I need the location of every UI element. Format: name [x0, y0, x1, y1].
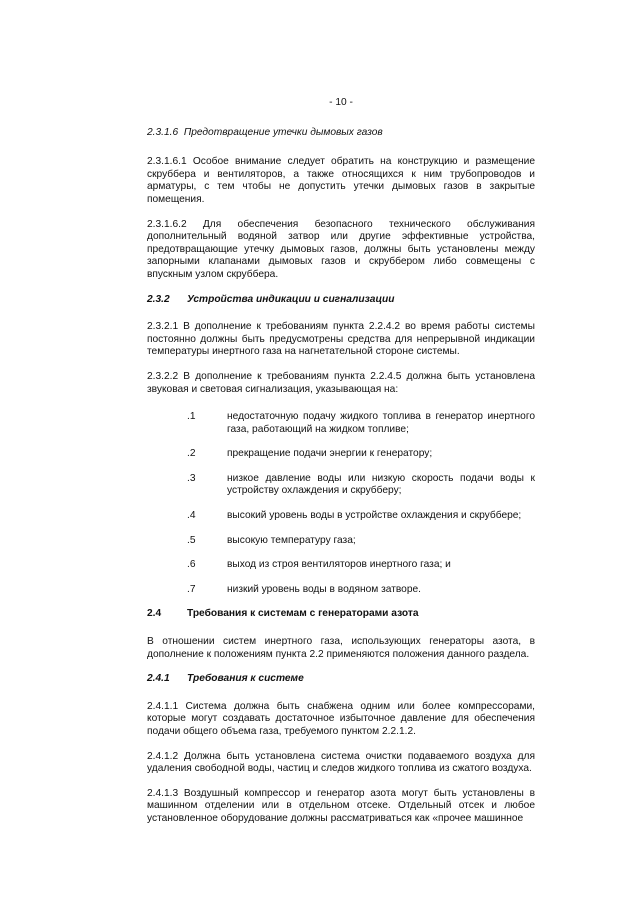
section-241-number: 2.4.1 [147, 673, 170, 685]
paragraph-2411: 2.4.1.1 Система должна быть снабжена одним или более компрессорами, которые могут создавать достаточное избыточное давление для обеспечения подачи общего объема газа, требуемого пунктом 2.2.1.2. [147, 700, 535, 737]
list-item-number: .1 [187, 411, 196, 423]
list-item-number: .5 [187, 534, 196, 546]
list-item [147, 411, 535, 436]
list-item-number: .2 [187, 448, 196, 460]
list-item-text: высокий уровень воды в устройстве охлаждения и скруббере; [227, 510, 522, 522]
page-number: - 10 - [329, 97, 353, 108]
alarm-list [147, 411, 535, 596]
section-2316-heading [147, 127, 535, 140]
section-241-heading [147, 673, 535, 686]
section-232-number: 2.3.2 [147, 293, 170, 305]
list-item-text: низкий уровень воды в водяном затворе. [227, 583, 422, 595]
section-24-title: Требования к системам с генераторами азота [187, 608, 419, 620]
list-item [147, 448, 535, 461]
list-item [147, 584, 535, 597]
paragraph-23161: 2.3.1.6.1 Особое внимание следует обратить на конструкцию и размещение скруббера и вентиляторов, а также относящихся к ним трубопроводов и арматуры, с тем чтобы не допустить утечки дымовых газов в закрытые помещения. [147, 156, 535, 205]
section-2316-number: 2.3.1.6 [147, 126, 179, 138]
section-241-title: Требования к системе [187, 673, 304, 685]
list-item-text: прекращение подачи энергии к генератору; [227, 448, 433, 460]
list-item-text: низкое давление воды или низкую скорость подачи воды к устройству охлаждения и скрубберу; [227, 472, 535, 497]
paragraph-2413: 2.4.1.3 Воздушный компрессор и генератор азота могут быть установлены в машинном отделении или в отдельном отсеке. Отдельный отсек и любое установленное оборудование должны рассматриваться как «прочее машинное [147, 787, 535, 824]
list-item-text: высокую температуру газа; [227, 534, 356, 546]
document-page [147, 97, 535, 838]
list-item [147, 535, 535, 548]
section-2316-title: Предотвращение утечки дымовых газов [183, 126, 383, 138]
list-item-number: .6 [187, 559, 196, 571]
section-24-heading [147, 608, 535, 621]
paragraph-23162: 2.3.1.6.2 Для обеспечения безопасного технического обслуживания дополнительный водяной затвор или другие эффективные устройства, предотвращающие утечку дымовых газов, должны быть установлены между запорными клапанами дымовых газов и скруббером либо совмещены с впускным узлом скруббера. [147, 218, 535, 280]
section-232-heading [147, 294, 535, 307]
list-item-number: .4 [187, 510, 196, 522]
paragraph-24: В отношении систем инертного газа, использующих генераторы азота, в дополнение к положениям пункта 2.2 применяются положения данного раздела. [147, 636, 535, 660]
section-232-title: Устройства индикации и сигнализации [187, 293, 395, 305]
list-item-text: выход из строя вентиляторов инертного газа; и [227, 559, 451, 571]
paragraph-2412: 2.4.1.2 Должна быть установлена система очистки подаваемого воздуха для удаления свободной воды, частиц и следов жидкого топлива из сжатого воздуха. [147, 750, 535, 775]
list-item [147, 510, 535, 523]
list-item [147, 473, 535, 498]
paragraph-2322: 2.3.2.2 В дополнение к требованиям пункта 2.2.4.5 должна быть установлена звуковая и световая сигнализация, указывающая на: [147, 370, 535, 395]
list-item [147, 559, 535, 572]
list-item-text: недостаточную подачу жидкого топлива в генератор инертного газа, работающий на жидком топливе; [227, 411, 535, 435]
list-item-number: .7 [187, 583, 196, 595]
section-24-number: 2.4 [147, 608, 162, 620]
paragraph-2321: 2.3.2.1 В дополнение к требованиям пункта 2.2.4.2 во время работы системы постоянно должны быть предусмотрены средства для непрерывной индикации температуры инертного газа на нагнетательной стороне системы. [147, 321, 535, 358]
list-item-number: .3 [187, 472, 196, 484]
